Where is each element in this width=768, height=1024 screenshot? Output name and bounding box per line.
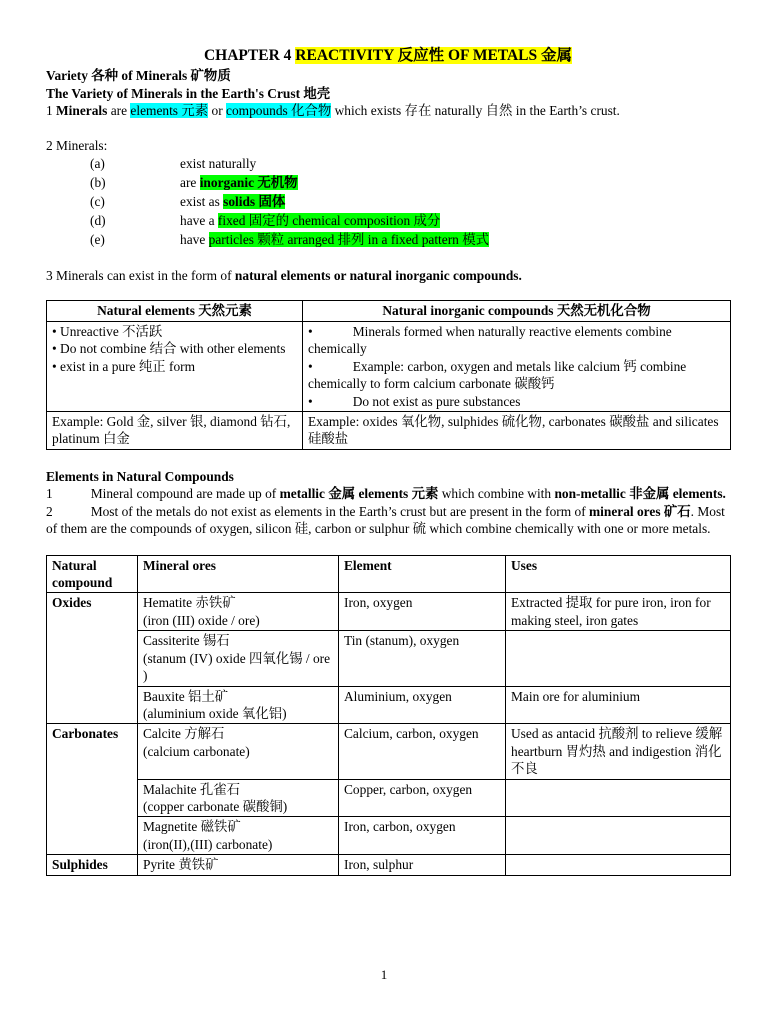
list-text-pre: have a: [180, 212, 218, 228]
uses-cell: [506, 855, 731, 875]
list-text-pre: exist as: [180, 193, 224, 209]
table-row: [47, 593, 731, 631]
minerals-list: [46, 154, 730, 249]
list-text: [138, 155, 256, 172]
p1-highlight-elements: elements 元素: [130, 103, 209, 119]
property-line: • exist in a pure 纯正 form: [52, 358, 196, 374]
p1-bold: Minerals: [56, 103, 108, 119]
list-marker: (a): [90, 155, 105, 171]
mineral-ore-cell: [138, 817, 339, 855]
table-row: [47, 779, 731, 817]
list-marker: (e): [90, 231, 105, 247]
p1-text2: or: [208, 103, 227, 119]
list-text-post: 固定的 chemical composition 成分: [245, 212, 441, 228]
paragraph-5: 2 Most of the metals do not exist as elements in the Earth’s crust but are present in the form of mineral ores 矿石. Most of them are the compounds of oxygen, silicon 硅, carbon or sulphur 硫 which combine chemically with one or more metals.: [46, 503, 725, 537]
element-cell: Iron, sulphur: [339, 855, 506, 875]
ore-line: (stanum (IV) oxide 四氧化锡 / ore ): [143, 650, 331, 684]
document-page: [46, 46, 730, 876]
list-marker: (b): [90, 174, 106, 190]
list-text: [138, 193, 285, 210]
p1-num: 1: [46, 103, 57, 119]
uses-cell: Extracted 提取 for pure iron, iron for making steel, iron gates: [506, 593, 731, 631]
uses-cell: [506, 631, 731, 686]
table1-compounds-properties: [303, 321, 731, 411]
list-text-highlight: solids 固体: [223, 193, 286, 209]
table2-header-compound: Natural compound: [47, 555, 138, 593]
mineral-ore-cell: [138, 724, 339, 779]
p3-bold: natural elements or natural inorganic compounds.: [234, 268, 522, 284]
ore-line: Malachite 孔雀石: [143, 781, 241, 797]
ore-line: (iron(II),(III) carbonate): [143, 836, 273, 852]
list-marker: (d): [90, 212, 106, 228]
property-line: • Unreactive 不活跃: [52, 323, 163, 339]
ore-line: Calcite 方解石: [143, 726, 225, 742]
list-text-highlight: particles: [208, 231, 254, 247]
list-text: [138, 174, 298, 191]
ore-line: Hematite 赤铁矿: [143, 595, 236, 611]
mineral-ore-cell: [138, 779, 339, 817]
uses-cell: [506, 817, 731, 855]
mineral-ore-cell: [138, 686, 339, 724]
property-line: • Do not combine 结合 with other elements: [52, 341, 286, 357]
property-line: • Minerals formed when naturally reactive elements combine chemically: [308, 323, 672, 357]
list-text-pre: are: [180, 174, 200, 190]
table1-header-compounds: Natural inorganic compounds 天然无机化合物: [303, 301, 731, 321]
mineral-ore-cell: [138, 593, 339, 631]
paragraph-1: [46, 102, 730, 119]
compound-group-label: Oxides: [47, 593, 138, 724]
p1-text3: which exists 存在 naturally 自然 in the Earth’s crust.: [331, 103, 620, 119]
list-text-post: 颗粒 arranged 排列 in a fixed pattern 模式: [254, 231, 490, 247]
mineral-property-item: [46, 173, 730, 192]
table-row: [47, 855, 731, 875]
table2-header-element: Element: [339, 555, 506, 593]
uses-cell: [506, 779, 731, 817]
uses-cell: Used as antacid 抗酸剂 to relieve 缓解 heartburn 胃灼热 and indigestion 消化不良: [506, 724, 731, 779]
compound-group-label: Carbonates: [47, 724, 138, 855]
compound-group-label: Sulphides: [47, 855, 138, 875]
table1-elements-example: Example: Gold 金, silver 银, diamond 钻石, platinum 白金: [47, 412, 303, 450]
ore-line: (calcium carbonate): [143, 743, 250, 759]
paragraph-3: [46, 267, 730, 284]
section-subheading: The Variety of Minerals in the Earth's Crust 地壳: [46, 85, 331, 101]
mineral-ore-cell: [138, 855, 339, 875]
mineral-property-item: [46, 230, 730, 249]
page-number: 1: [380, 967, 388, 982]
list-text-pre: exist naturally: [180, 155, 257, 171]
chapter-title: [46, 46, 730, 65]
p1-highlight-compounds: compounds 化合物: [226, 103, 332, 119]
paragraph-2-intro: 2 Minerals:: [46, 137, 108, 153]
list-text-highlight: fixed: [217, 212, 246, 228]
section2-heading: Elements in Natural Compounds: [46, 468, 234, 484]
table1-compounds-example: Example: oxides 氧化物, sulphides 硫化物, carbonates 碳酸盐 and silicates 硅酸盐: [303, 412, 731, 450]
element-cell: Iron, oxygen: [339, 593, 506, 631]
property-line: • Example: carbon, oxygen and metals like calcium 钙 combine chemically to form calcium carbonate 碳酸钙: [308, 358, 687, 392]
table2-header-uses: Uses: [506, 555, 731, 593]
p1-text: are: [107, 103, 131, 119]
p3-text: 3 Minerals can exist in the form of: [46, 268, 235, 284]
element-cell: Iron, carbon, oxygen: [339, 817, 506, 855]
paragraph-4: 1 Mineral compound are made up of metallic 金属 elements 元素 which combine with non-metallic 非金属 elements.: [46, 486, 726, 502]
element-cell: Copper, carbon, oxygen: [339, 779, 506, 817]
element-cell: Tin (stanum), oxygen: [339, 631, 506, 686]
mineral-ore-cell: [138, 631, 339, 686]
table-row: [47, 631, 731, 686]
mineral-ores-table: [46, 555, 731, 876]
uses-cell: Main ore for aluminium: [506, 686, 731, 724]
list-text-pre: have: [180, 231, 209, 247]
table-row: [47, 724, 731, 779]
element-cell: Aluminium, oxygen: [339, 686, 506, 724]
ore-line: Cassiterite 锡石: [143, 633, 230, 649]
ore-line: Pyrite 黄铁矿: [143, 857, 219, 873]
chapter-number: CHAPTER 4: [203, 47, 296, 64]
table-row: [47, 686, 731, 724]
list-text: [138, 212, 440, 229]
ore-line: (copper carbonate 碳酸铜): [143, 799, 288, 815]
elements-compounds-table: [46, 300, 731, 449]
list-text-highlight: inorganic 无机物: [199, 174, 298, 190]
mineral-property-item: [46, 192, 730, 211]
list-marker: (c): [90, 193, 105, 209]
ore-line: Magnetite 磁铁矿: [143, 819, 241, 835]
table-row: [47, 817, 731, 855]
chapter-topic: REACTIVITY 反应性 OF METALS 金属: [295, 47, 573, 64]
mineral-property-item: [46, 154, 730, 173]
section-heading: Variety 各种 of Minerals 矿物质: [46, 68, 231, 84]
table2-header-ores: Mineral ores: [138, 555, 339, 593]
table1-header-elements: Natural elements 天然元素: [47, 301, 303, 321]
ore-line: (iron (III) oxide / ore): [143, 612, 260, 628]
ore-line: (aluminium oxide 氧化铝): [143, 705, 287, 721]
table1-elements-properties: [47, 321, 303, 411]
property-line: • Do not exist as pure substances: [308, 393, 521, 409]
mineral-property-item: [46, 211, 730, 230]
element-cell: Calcium, carbon, oxygen: [339, 724, 506, 779]
list-text: [138, 231, 489, 248]
ore-line: Bauxite 铝土矿: [143, 688, 229, 704]
